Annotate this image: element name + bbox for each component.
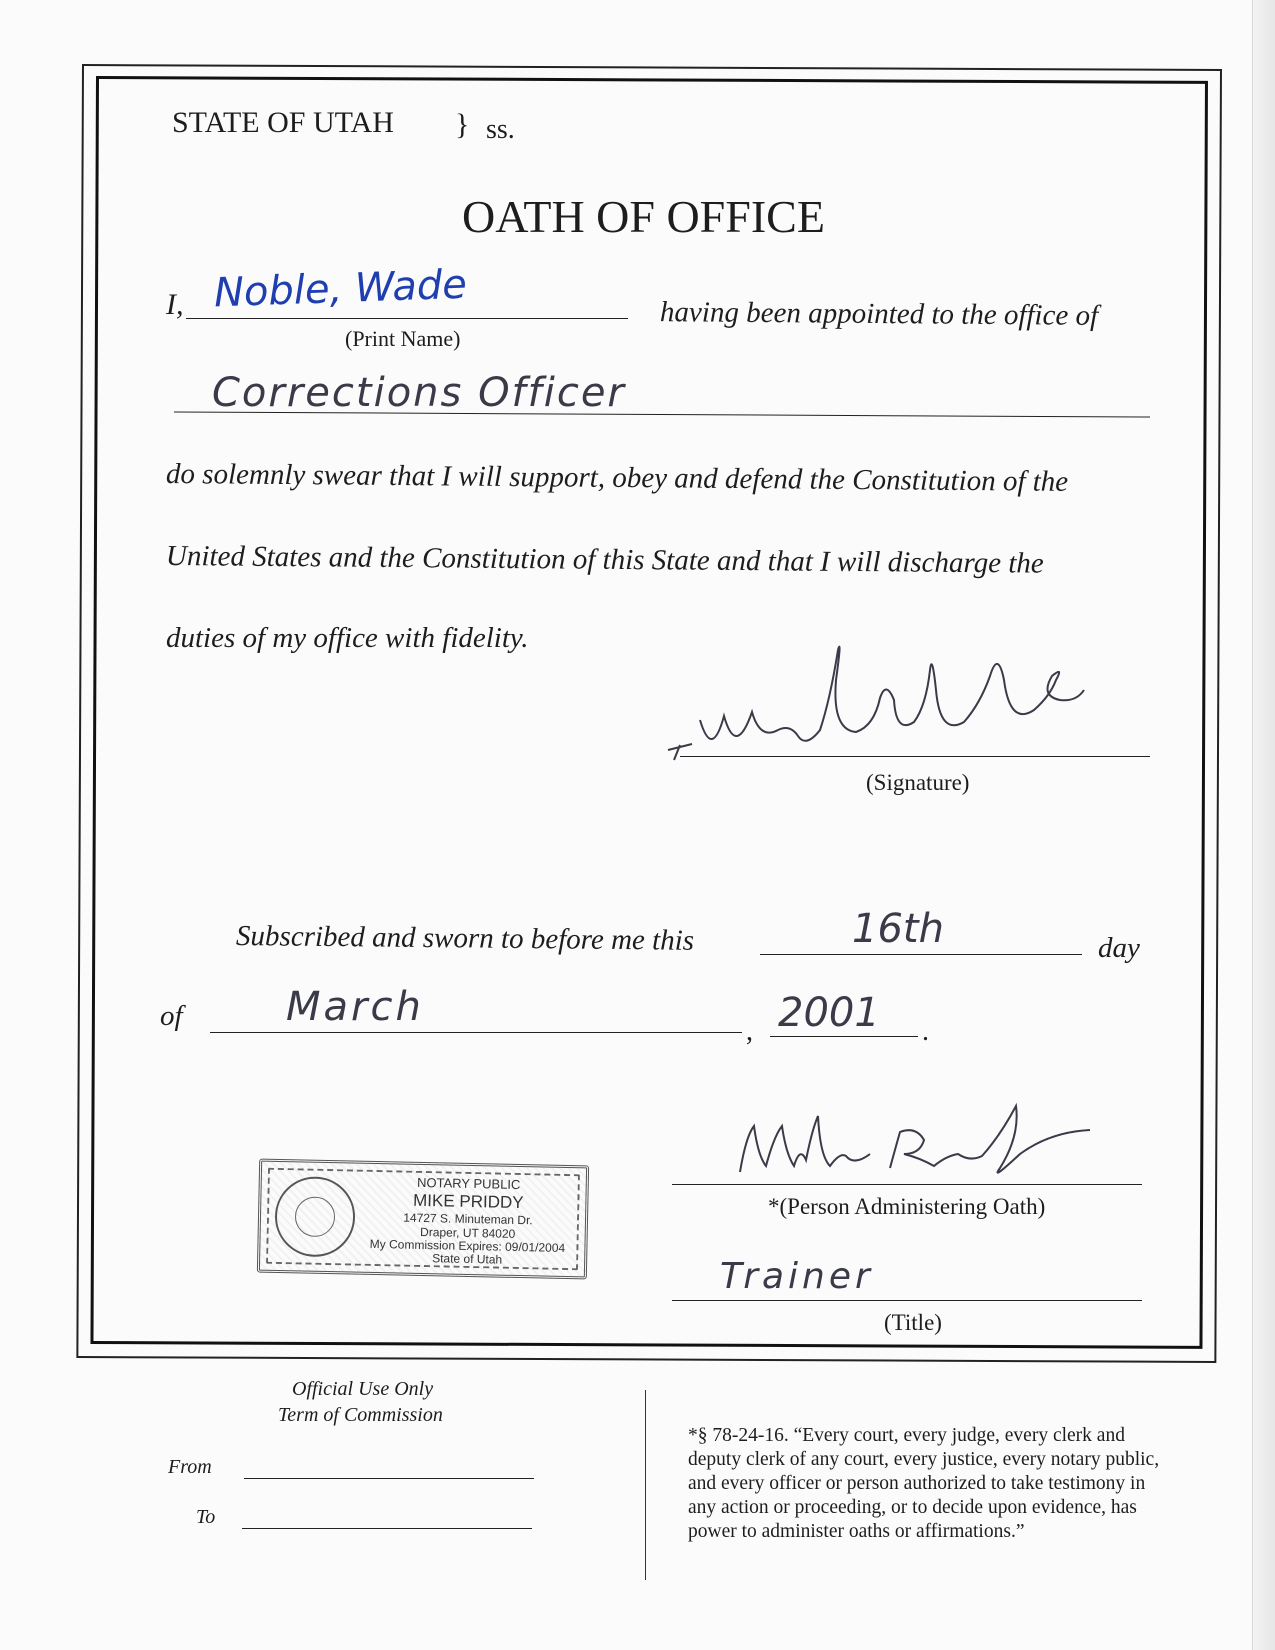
to-line[interactable] [242, 1528, 532, 1529]
notary-stamp [257, 1159, 589, 1280]
print-name-label: (Print Name) [345, 326, 461, 351]
title-line [672, 1300, 1142, 1301]
statute-line-3: and every officer or person authorized to take testimony in [688, 1473, 1146, 1494]
oath-body-line-2: United States and the Constitution of this State and that I will discharge the [165, 540, 1044, 580]
term-of-commission-heading: Term of Commission [278, 1404, 443, 1426]
state-heading: STATE OF UTAH [172, 106, 394, 139]
footer-divider [645, 1390, 646, 1580]
title-label: (Title) [884, 1310, 942, 1335]
office-handwriting[interactable]: Corrections Officer [212, 370, 626, 416]
statute-line-1: *§ 78-24-16. “Every court, every judge, every clerk and [688, 1425, 1125, 1446]
of-label: of [160, 1000, 183, 1032]
title-handwriting[interactable]: Trainer [720, 1256, 874, 1297]
stamp-line-6: State of Utah [432, 1251, 503, 1267]
appointed-text: having been appointed to the office of [659, 296, 1099, 332]
stamp-line-4: Draper, UT 84020 [419, 1224, 516, 1241]
oath-prefix: I, [166, 288, 184, 321]
stamp-line-2: MIKE PRIDDY [412, 1190, 524, 1213]
stamp-line-5: My Commission Expires: 09/01/2004 [369, 1236, 566, 1255]
signature-label: (Signature) [866, 770, 970, 795]
statute-note [688, 1424, 1159, 1544]
official-use-heading: Official Use Only [292, 1378, 434, 1400]
month-line [210, 1032, 742, 1033]
document-title: OATH OF OFFICE [462, 191, 825, 242]
signature-line [680, 756, 1150, 757]
month-handwriting[interactable]: March [286, 984, 424, 1030]
year-handwriting[interactable]: 2001 [778, 990, 880, 1036]
day-line [760, 954, 1082, 955]
statute-line-2: deputy clerk of any court, every justice, every notary public, [688, 1449, 1160, 1470]
day-label: day [1098, 932, 1140, 964]
subscribed-text: Subscribed and sworn to before me this [235, 920, 695, 957]
administrator-label: *(Person Administering Oath) [768, 1194, 1046, 1219]
signature-drawing [660, 640, 1130, 770]
printed-name-handwriting[interactable]: Noble, Wade [213, 261, 468, 317]
stamp-line-1: NOTARY PUBLIC [416, 1174, 521, 1193]
year-line [770, 1036, 918, 1037]
oath-body-line-1: do solemnly swear that I will support, obey and defend the Constitution of the [165, 458, 1069, 498]
to-label: To [196, 1506, 216, 1528]
administrator-line [672, 1184, 1142, 1185]
stamp-line-3: 14727 S. Minuteman Dr. [403, 1210, 533, 1228]
name-line [186, 318, 628, 319]
statute-line-5: power to administer oaths or affirmations.” [688, 1521, 1025, 1542]
page-edge [1252, 0, 1275, 1650]
day-handwriting[interactable]: 16th [852, 906, 944, 952]
period: . [922, 1016, 929, 1047]
brace: } [455, 108, 470, 141]
comma: , [746, 1016, 753, 1047]
administrator-signature [720, 1096, 1120, 1186]
from-label: From [168, 1456, 212, 1478]
oath-body-line-3: duties of my office with fidelity. [166, 622, 529, 654]
from-line[interactable] [244, 1478, 534, 1479]
ss-label: ss. [486, 114, 515, 145]
statute-line-4: any action or proceeding, or to decide upon evidence, has [688, 1497, 1137, 1518]
